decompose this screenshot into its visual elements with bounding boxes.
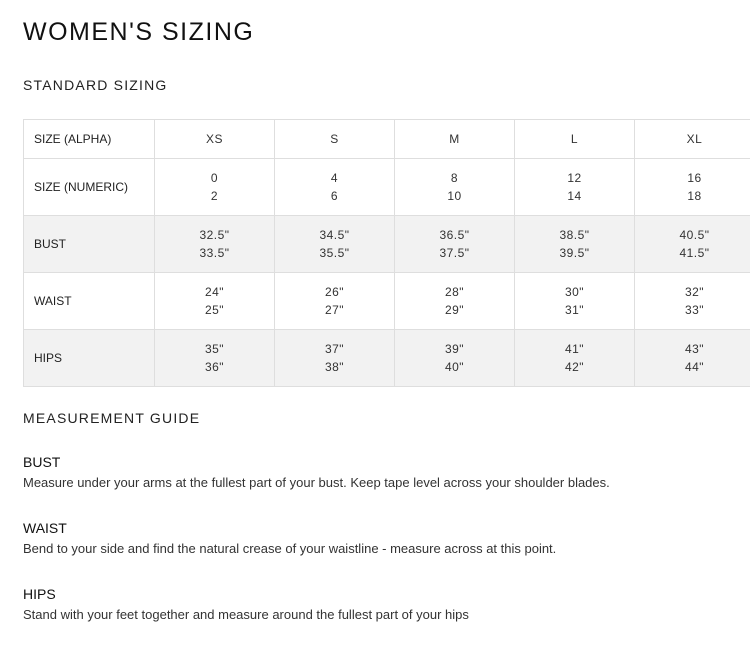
row-label: WAIST [24,273,155,330]
table-cell [515,273,635,330]
table-cell [395,216,515,273]
cell-value: 43" [684,342,705,356]
table-cell [515,216,635,273]
table-cell [635,159,750,216]
cell-value: 27" [324,303,345,317]
standard-sizing-heading: STANDARD SIZING [23,77,168,93]
table-row-hips [24,330,750,387]
guide-item-waist [23,519,556,558]
table-cell [635,216,750,273]
table-row-size-alpha [24,120,750,159]
cell-value: 37.5" [439,246,470,260]
cell-value: M [449,132,460,146]
table-cell [275,159,395,216]
cell-value: 35" [204,342,225,356]
cell-value: 18 [687,189,702,203]
table-cell [635,330,750,387]
cell-value: 24" [204,285,225,299]
row-label: SIZE (NUMERIC) [24,159,155,216]
table-row-waist [24,273,750,330]
table-cell [515,159,635,216]
size-table [23,119,750,387]
table-cell [275,216,395,273]
cell-value: 44" [684,360,705,374]
cell-value: 8 [450,171,459,185]
cell-value: 39.5" [559,246,590,260]
cell-value: 35.5" [319,246,350,260]
cell-value: 39" [444,342,465,356]
table-cell [395,330,515,387]
table-cell [155,273,275,330]
cell-value: 42" [564,360,585,374]
cell-value: 34.5" [319,228,350,242]
cell-value: 33.5" [199,246,230,260]
guide-item-title: BUST [23,454,61,470]
cell-value: XS [205,132,223,146]
cell-value: 40.5" [679,228,710,242]
table-cell [155,159,275,216]
table-cell [155,216,275,273]
cell-value: 32" [684,285,705,299]
cell-value: 33" [684,303,705,317]
cell-value: 10 [447,189,462,203]
table-cell [275,120,395,159]
cell-value: 37" [324,342,345,356]
cell-value: 12 [567,171,582,185]
cell-value: 30" [564,285,585,299]
guide-item-title: HIPS [23,586,56,602]
guide-item-text: Stand with your feet together and measure around the fullest part of your hips [23,607,469,622]
guide-item-text: Bend to your side and find the natural crease of your waistline - measure across at this point. [23,541,557,556]
guide-item-hips [23,585,469,624]
cell-value: L [570,132,579,146]
table-cell [275,330,395,387]
table-cell [635,120,750,159]
row-label: HIPS [24,330,155,387]
cell-value: 36.5" [439,228,470,242]
guide-item-bust [23,453,610,492]
table-cell [515,120,635,159]
cell-value: 0 [210,171,219,185]
cell-value: 14 [567,189,582,203]
cell-value: 2 [210,189,219,203]
cell-value: 38" [324,360,345,374]
table-cell [635,273,750,330]
cell-value: 26" [324,285,345,299]
table-cell [395,159,515,216]
page-title: WOMEN'S SIZING [23,18,255,46]
cell-value: 29" [444,303,465,317]
cell-value: S [330,132,339,146]
cell-value: 32.5" [199,228,230,242]
table-cell [155,330,275,387]
row-label: SIZE (ALPHA) [24,120,155,159]
cell-value: XL [686,132,703,146]
cell-value: 41" [564,342,585,356]
cell-value: 41.5" [679,246,710,260]
cell-value: 6 [330,189,339,203]
table-cell [395,120,515,159]
cell-value: 28" [444,285,465,299]
cell-value: 4 [330,171,339,185]
table-row-bust [24,216,750,273]
cell-value: 38.5" [559,228,590,242]
measurement-guide-heading: MEASUREMENT GUIDE [23,410,201,426]
table-row-size-numeric [24,159,750,216]
row-label: BUST [24,216,155,273]
guide-item-text: Measure under your arms at the fullest part of your bust. Keep tape level across your shoulder blades. [23,475,610,490]
table-cell [155,120,275,159]
table-cell [395,273,515,330]
cell-value: 36" [204,360,225,374]
cell-value: 31" [564,303,585,317]
cell-value: 16 [687,171,702,185]
table-cell [275,273,395,330]
cell-value: 40" [444,360,465,374]
cell-value: 25" [204,303,225,317]
table-cell [515,330,635,387]
guide-item-title: WAIST [23,520,67,536]
